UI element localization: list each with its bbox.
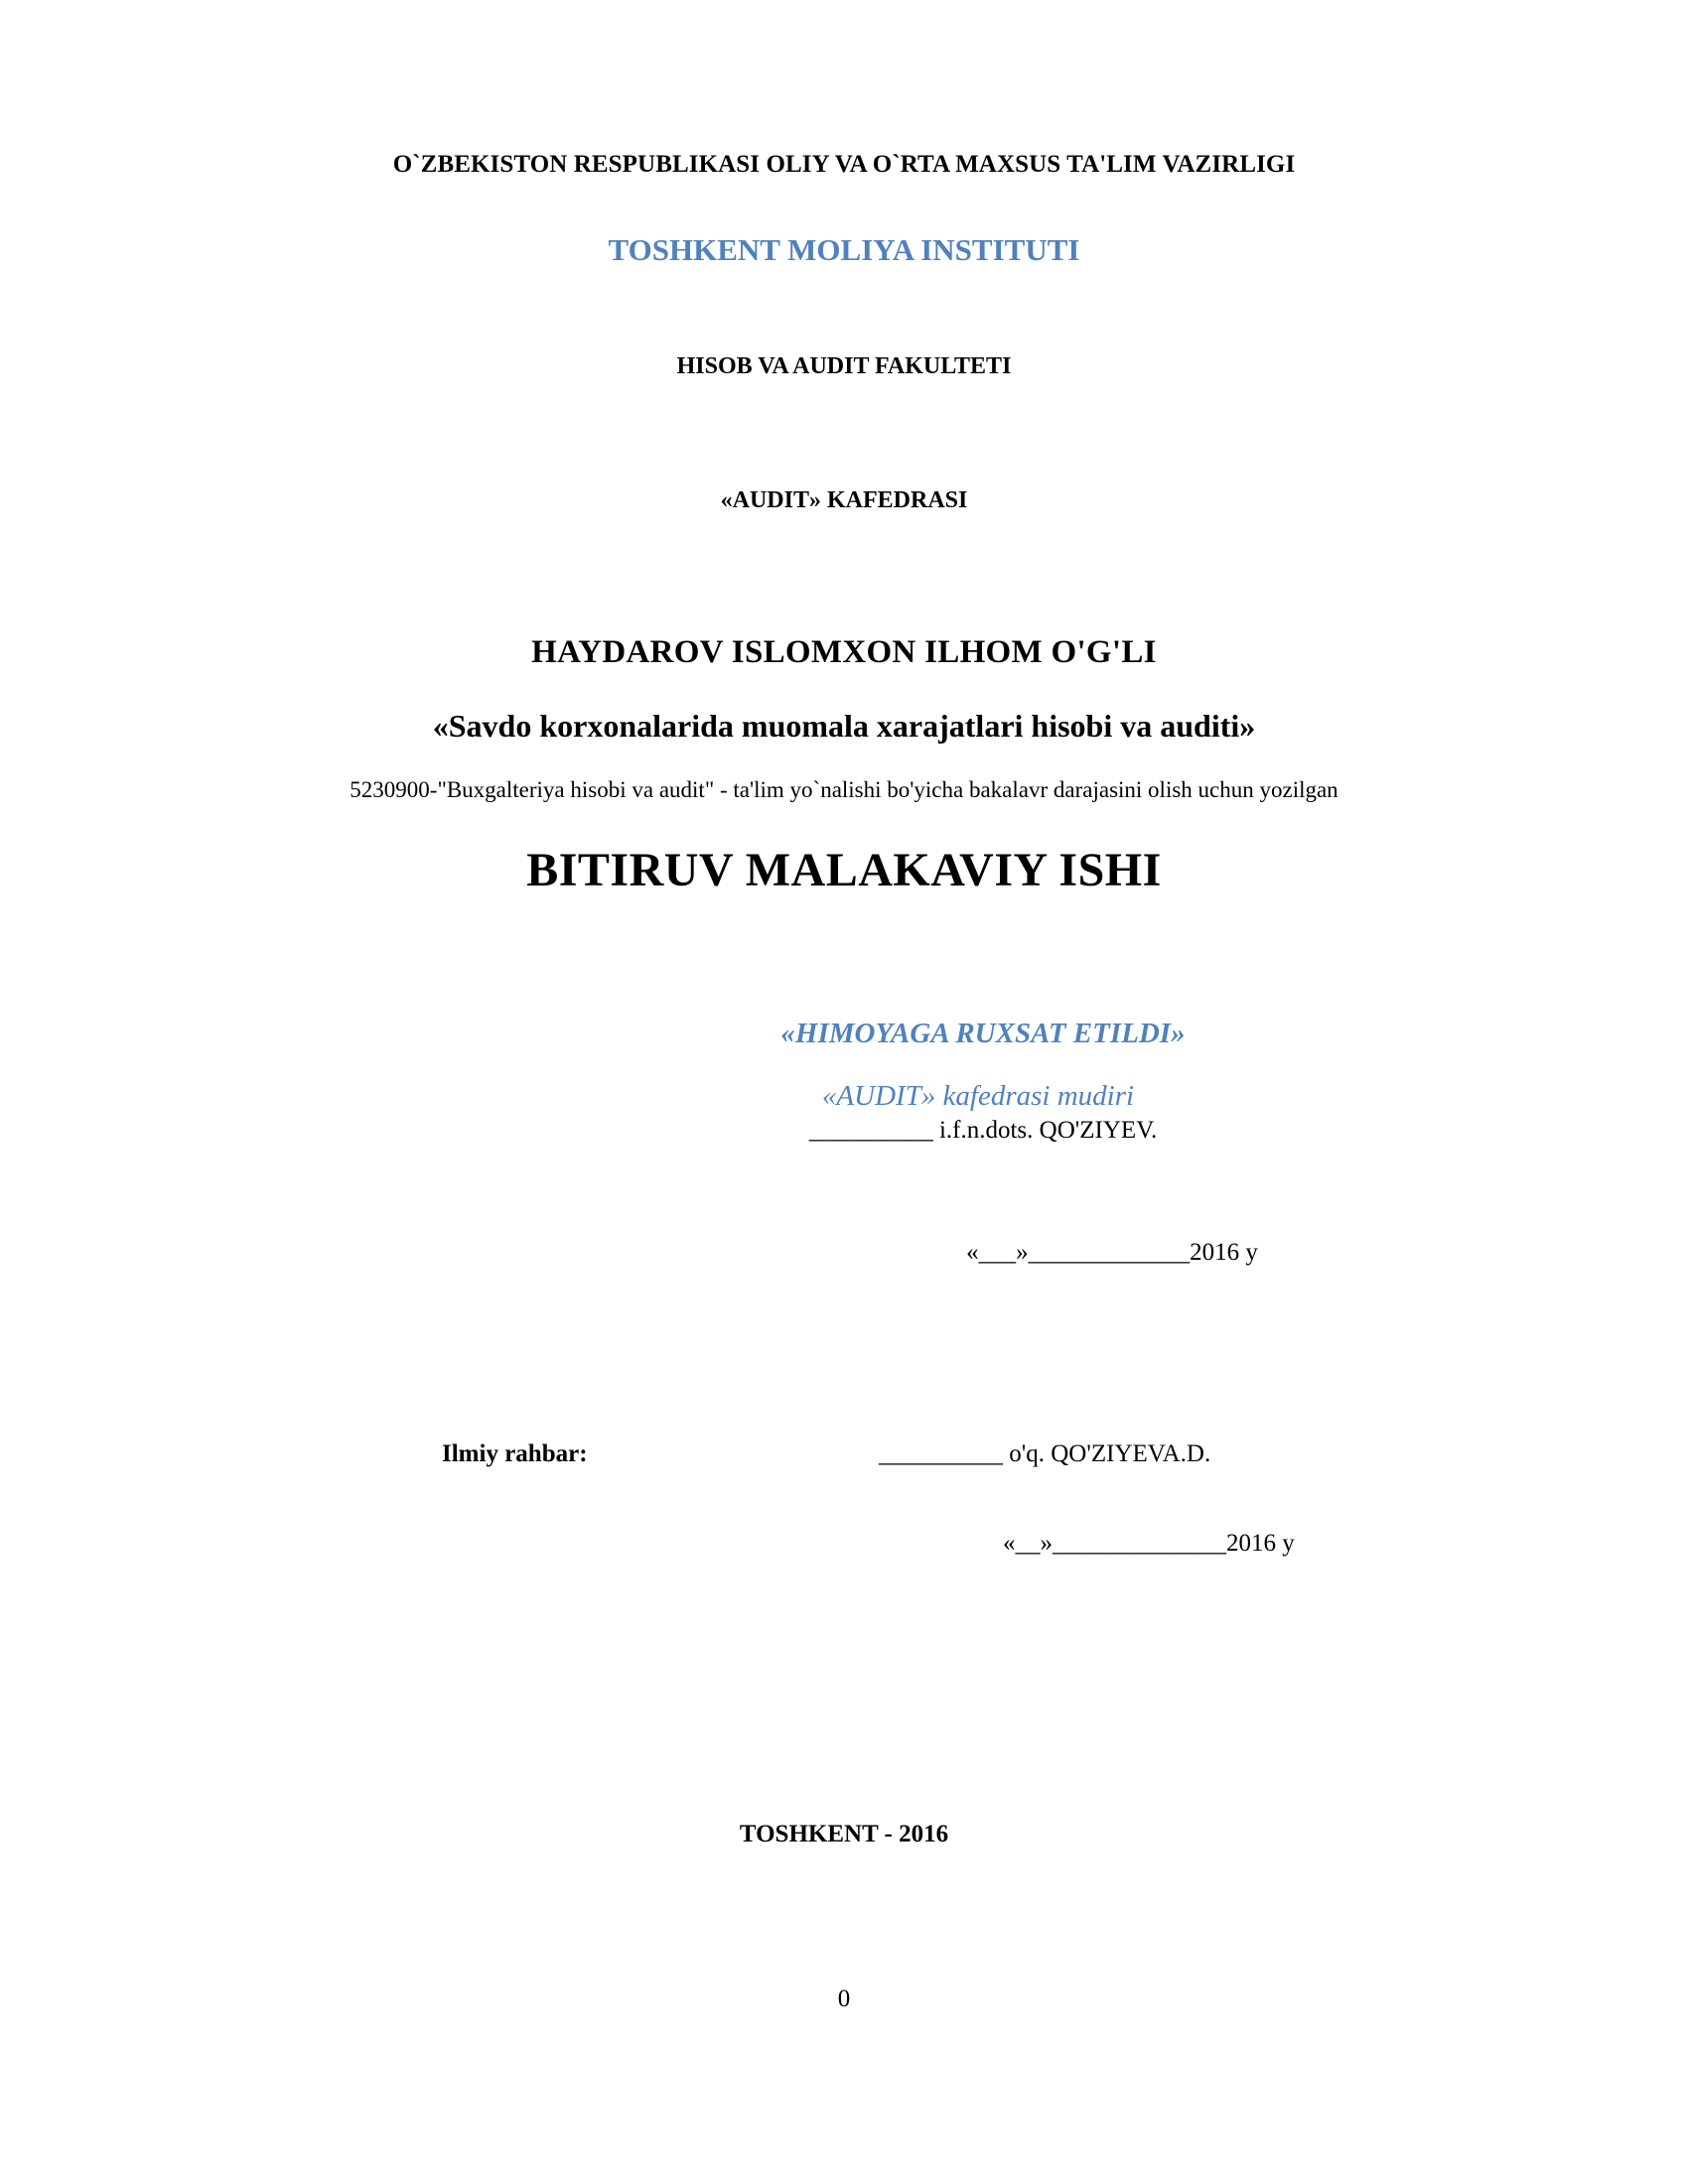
department-head-signature: __________ i.f.n.dots. QO'ZIYEV. — [808, 1117, 1158, 1145]
approval-date-line: «___»_____________2016 y — [966, 1239, 1258, 1267]
author-name: HAYDAROV ISLOMXON ILHOM O'G'LI — [531, 634, 1157, 670]
work-type-title: BITIRUV MALAKAVIY ISHI — [526, 844, 1162, 897]
department-head-label: «AUDIT» kafedrasi mudiri — [821, 1080, 1135, 1113]
city-year: TOSHKENT - 2016 — [739, 1821, 949, 1848]
advisor-row — [199, 1267, 1489, 1468]
page-number: 0 — [837, 1985, 851, 2012]
thesis-topic: «Savdo korxonalarida muomala xarajatlari hisobi va auditi» — [432, 708, 1256, 745]
advisor-signature: __________ o'q. QO'ZIYEVA.D. — [879, 1440, 1211, 1468]
institute-heading: TOSHKENT MOLIYA INSTITUTI — [608, 232, 1080, 268]
approval-block — [199, 900, 1489, 1145]
degree-note: 5230900-"Buxgalteriya hisobi va audit" - ta'lim yo`nalishi bo'yicha bakalavr darajasini olish uchun yozilgan — [350, 777, 1338, 803]
advisor-date-line: «__»______________2016 y — [1003, 1530, 1295, 1558]
faculty-heading: HISOB VA AUDIT FAKULTETI — [676, 353, 1012, 379]
advisor-label: Ilmiy rahbar: — [442, 1440, 588, 1468]
department-heading: «AUDIT» KAFEDRASI — [720, 487, 968, 513]
approval-title: «HIMOYAGA RUXSAT ETILDI» — [780, 1018, 1186, 1050]
ministry-heading: O`ZBEKISTON RESPUBLIKASI OLIY VA O`RTA MAXSUS TA'LIM VAZIRLIGI — [392, 151, 1296, 178]
